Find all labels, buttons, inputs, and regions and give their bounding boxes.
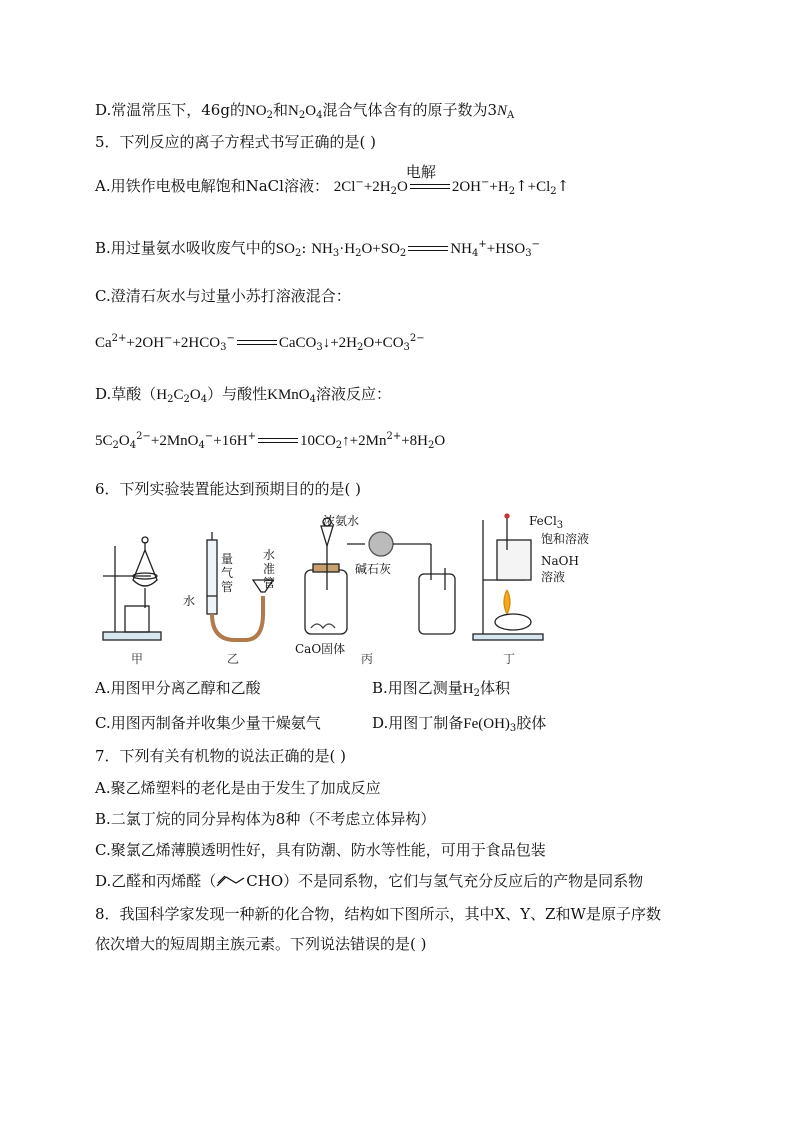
q6-option-d: D.用图丁制备$Fe(OH)_3$胶体	[372, 714, 547, 734]
q5-option-d-equation: $5C_2O_4^{2-}+2MnO_4^-+16H^+$ $10CO_2↑+2Mn^{2+}+8H_2O$	[95, 431, 446, 451]
label-saturated: 饱和溶液	[541, 532, 590, 546]
q7-stem: 7．下列有关有机物的说法正确的是( )	[95, 747, 347, 765]
equals-sign	[237, 338, 277, 348]
q5-option-a: A.用铁作电极电解饱和NaCl溶液： $2Cl^-+2H_2O$ 电解 $2OH^-+H_2↑+Cl_2↑$	[95, 163, 570, 197]
q5-option-c: C.澄清石灰水与过量小苏打溶液混合：	[95, 287, 351, 305]
label-shui2: 水	[263, 548, 276, 562]
q6-stem: 6．下列实验装置能达到预期目的的是( )	[95, 480, 362, 498]
q5-option-c-equation: $Ca^{2+}+2OH^-+2HCO_3^-$ $CaCO_3↓+2H_2O+CO_3^{2-}$	[95, 333, 425, 353]
equals-sign	[258, 436, 298, 446]
apparatus-drawing	[95, 510, 695, 670]
caption-yi: 乙	[227, 652, 240, 666]
label-guan: 管	[221, 580, 234, 594]
q5-option-b: B.用过量氨水吸收废气中的$SO_2$: $NH_3\cdot H_2O+SO_2$ $NH_4^++HSO_3^-$	[95, 239, 540, 259]
apparatus-figure	[95, 510, 695, 670]
q5-stem: 5．下列反应的离子方程式书写正确的是( )	[95, 133, 377, 151]
caption-jia: 甲	[131, 652, 144, 666]
q7-option-c: C.聚氯乙烯薄膜透明性好，具有防潮、防水等性能，可用于食品包装	[95, 841, 546, 859]
q8-stem-line2: 依次增大的短周期主族元素。下列说法错误的是( )	[95, 935, 427, 953]
label-naoh: NaOH	[541, 554, 579, 568]
label-ammonia: 浓氨水	[323, 514, 360, 528]
q5-option-d: D.草酸$(H_2C_2O_4)$与酸性KMnO$_4$溶液反应：	[95, 385, 392, 405]
q6-option-a: A.用图甲分离乙醇和乙酸	[95, 679, 261, 697]
q6-option-b: B.用图乙测量$H_2$体积	[372, 679, 511, 699]
label-solution: 溶液	[541, 570, 566, 584]
label-liang: 量	[221, 552, 234, 566]
label-soda-lime: 碱石灰	[355, 562, 392, 576]
q8-stem-line1: 8．我国科学家发现一种新的化合物，结构如下图所示，其中X、Y、Z和W是原子序数	[95, 905, 661, 923]
equals-sign	[408, 244, 448, 254]
q7-option-d: D.乙醛和丙烯醛（ CHO）不是同系物，它们与氢气充分反应后的产物是同系物	[95, 872, 644, 890]
q7-option-b: B.二氯丁烷的同分异构体为8种（不考虑立体异构）	[95, 810, 436, 828]
label-guan2: 管	[263, 576, 276, 590]
acrolein-structure-icon	[216, 874, 246, 888]
electrolysis-sign: 电解	[410, 182, 450, 192]
label-zhun: 准	[263, 562, 276, 576]
q6-option-c: C.用图丙制备并收集少量干燥氨气	[95, 714, 321, 732]
label-cao: CaO固体	[295, 642, 346, 656]
caption-ding: 丁	[503, 652, 516, 666]
caption-bing: 丙	[361, 652, 374, 666]
label-water: 水	[183, 594, 196, 608]
q7-option-a: A.聚乙烯塑料的老化是由于发生了加成反应	[95, 779, 381, 797]
label-qi: 气	[221, 566, 234, 580]
q4-option-d: D.常温常压下，46g的$NO_2$和$N_2O_4$混合气体含有的原子数为$3N_A$	[95, 101, 515, 121]
label-fecl3: FeCl$_3$	[529, 514, 564, 531]
